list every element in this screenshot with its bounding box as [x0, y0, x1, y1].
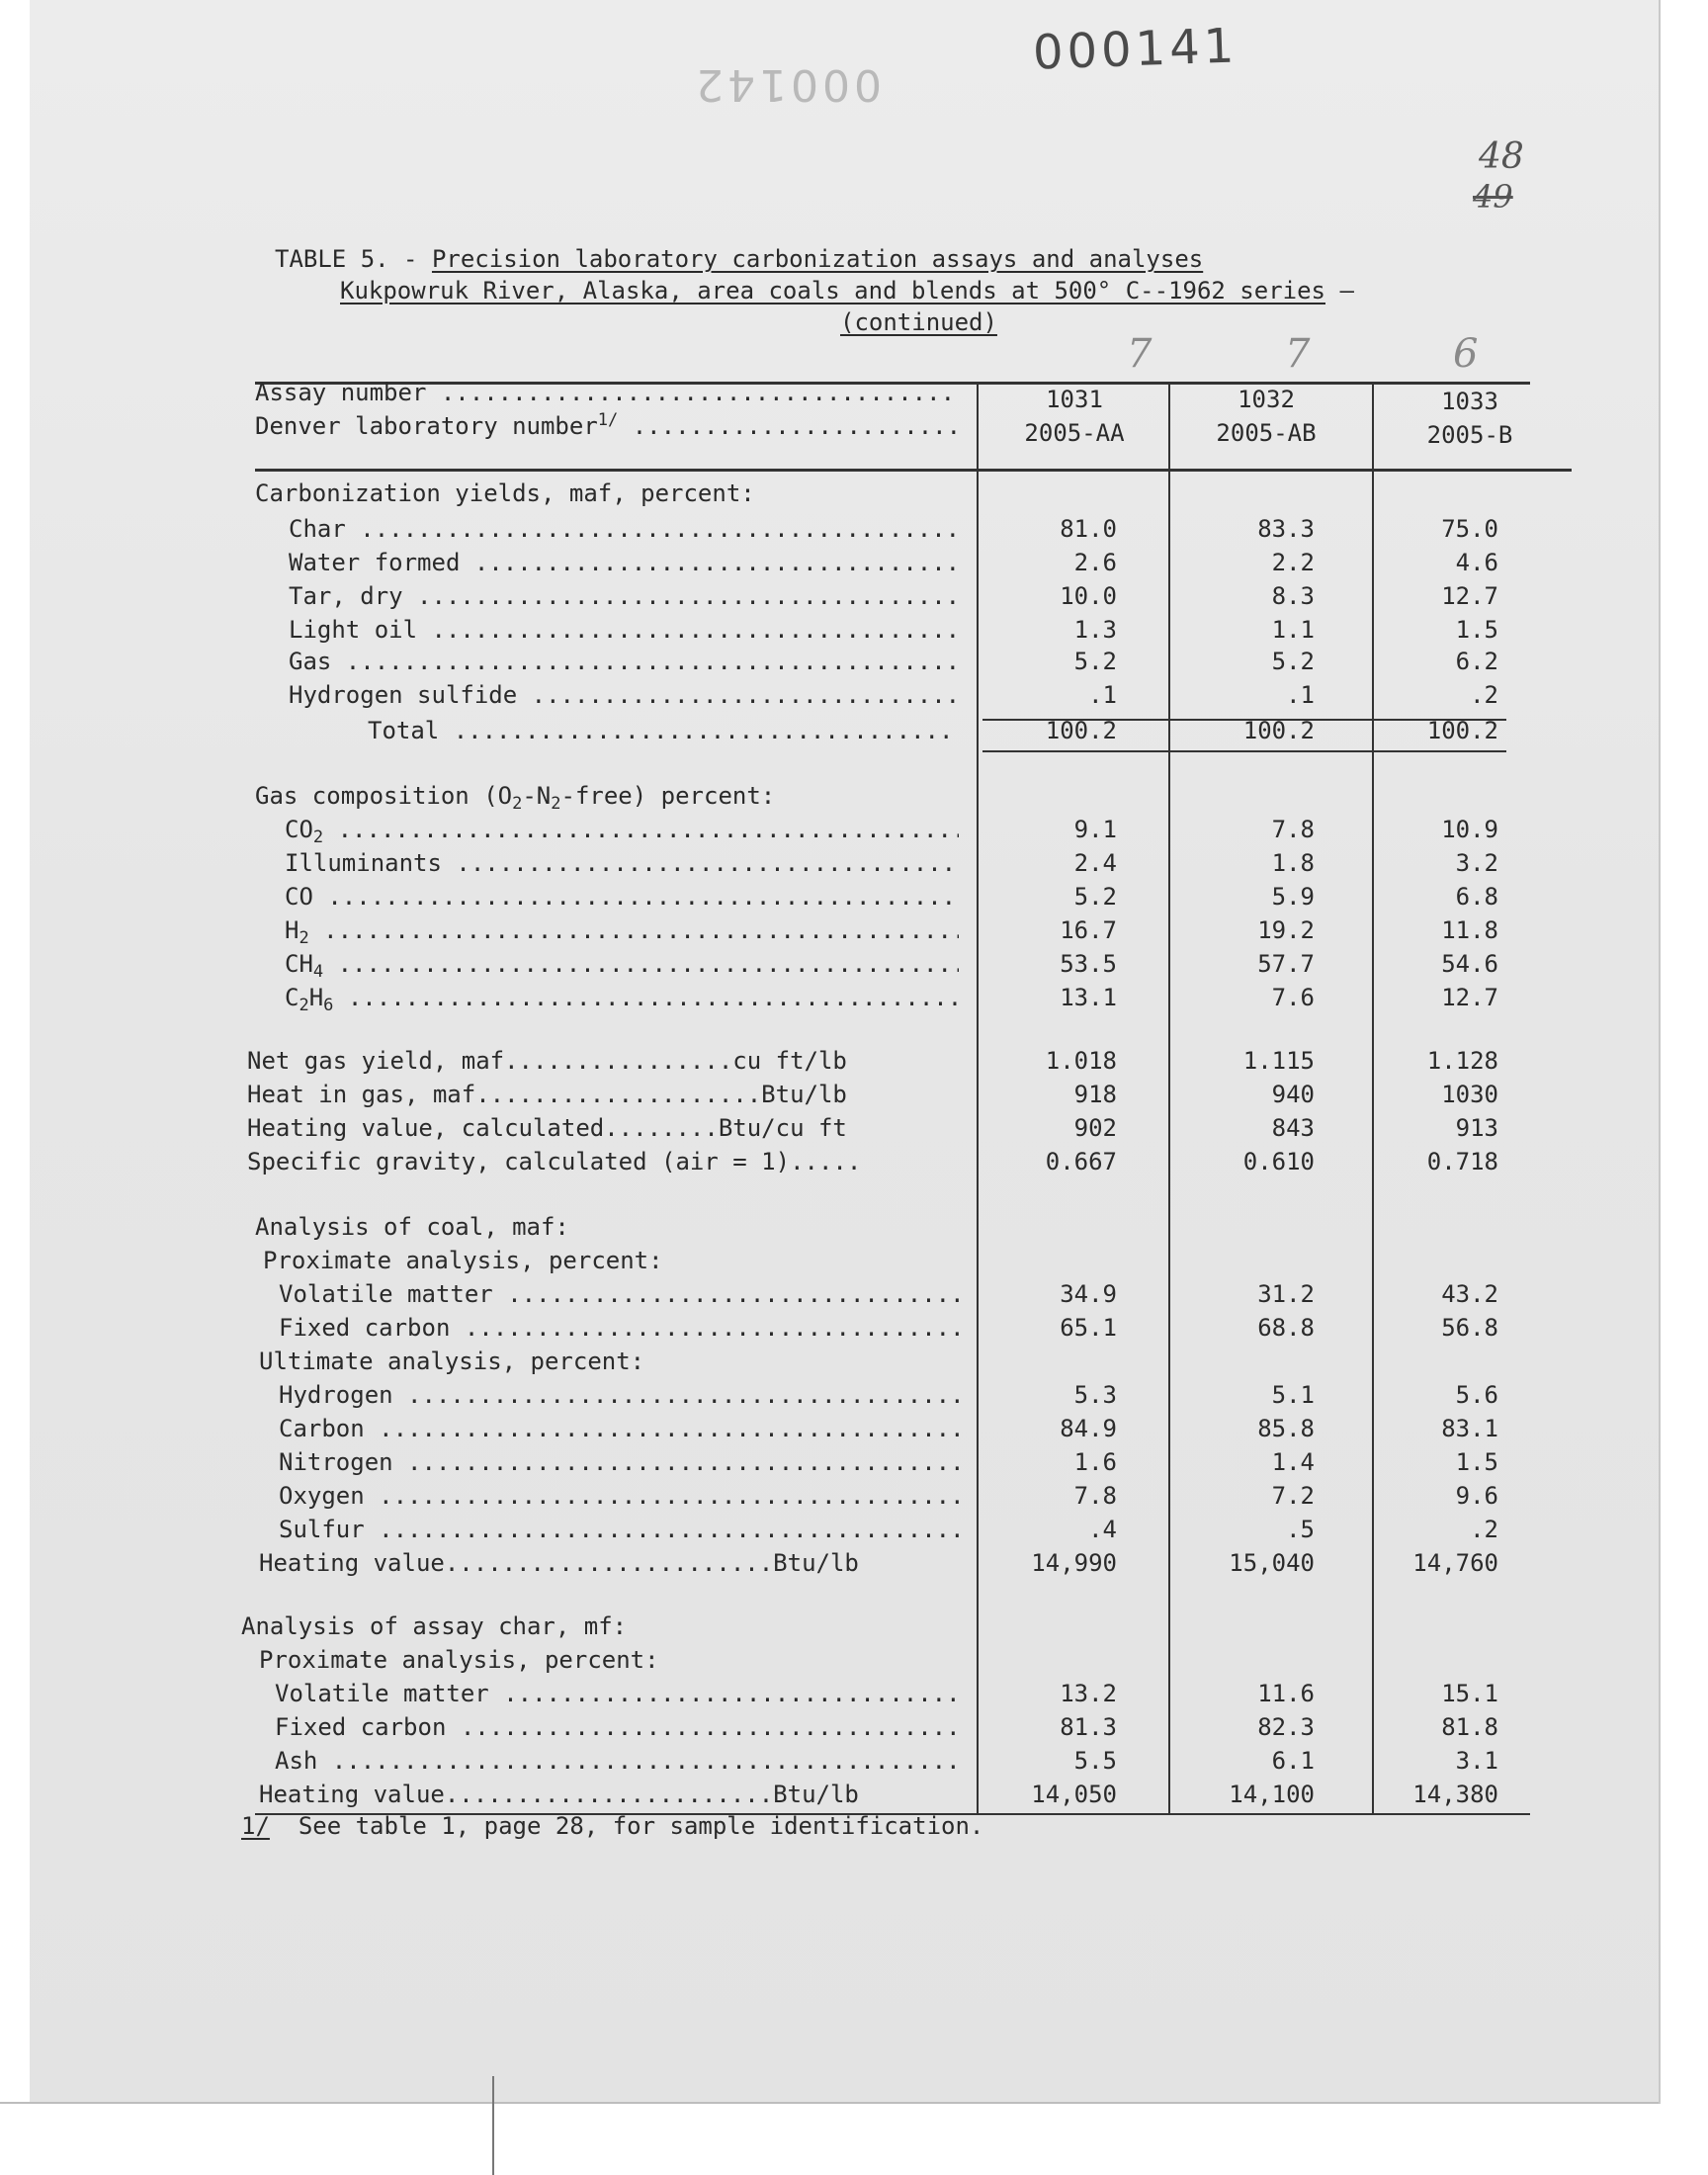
- section-coal-proximate: Proximate analysis, percent:: [263, 1247, 663, 1274]
- value-cell: 65.1: [1060, 1314, 1117, 1342]
- table-row: [0, 1546, 1708, 1580]
- value-cell: 2.4: [1073, 849, 1117, 877]
- footnote: [241, 1809, 983, 1843]
- table-row: [0, 512, 1708, 546]
- value-cell: 19.2: [1257, 916, 1315, 944]
- value-cell: 81.0: [1060, 515, 1117, 543]
- value-cell: 1.5: [1455, 616, 1498, 644]
- value-cell: 3.2: [1455, 849, 1498, 877]
- section-char-proximate: Proximate analysis, percent:: [259, 1646, 659, 1674]
- value-cell: 5.2: [1073, 883, 1117, 911]
- row-label-water: Water formed .....: [289, 546, 959, 579]
- value-cell: 54.6: [1441, 950, 1498, 978]
- table-row: [0, 1778, 1708, 1811]
- row-label-char: Char .....: [289, 512, 959, 546]
- table-row: [0, 714, 1708, 747]
- table-row: [0, 1277, 1708, 1311]
- footnote-text: See table 1, page 28, for sample identification.: [298, 1812, 984, 1840]
- value-cell: 7.6: [1271, 984, 1315, 1011]
- value-cell: 7.8: [1271, 816, 1315, 843]
- row-label-gas: Gas .....: [289, 645, 959, 678]
- row-label-carbon: Carbon .....: [279, 1412, 959, 1445]
- value-cell: 7.2: [1271, 1482, 1315, 1510]
- value-cell: 5.1: [1271, 1381, 1315, 1409]
- value-cell: 5.3: [1073, 1381, 1117, 1409]
- value-cell: 8.3: [1271, 582, 1315, 610]
- value-cell: 5.2: [1271, 648, 1315, 675]
- value-cell: 68.8: [1257, 1314, 1315, 1342]
- binding-mark: [492, 2076, 494, 2175]
- value-cell: 0.610: [1242, 1148, 1315, 1175]
- row-label-total: Total .....: [368, 714, 959, 747]
- row-label-oxygen: Oxygen .....: [279, 1479, 959, 1513]
- value-cell: 14,380: [1412, 1781, 1498, 1808]
- table-row: [0, 1513, 1708, 1546]
- value-cell: 14,990: [1031, 1549, 1117, 1577]
- value-cell: 2.6: [1073, 549, 1117, 576]
- value-cell: 43.2: [1441, 1280, 1498, 1308]
- value-cell: 10.9: [1441, 816, 1498, 843]
- table-row: [0, 546, 1708, 579]
- value-cell: 81.8: [1441, 1713, 1498, 1741]
- footnote-ref: 1/: [597, 410, 619, 430]
- row-label-c2h6: $C_2H_6$ .....: [285, 981, 959, 1014]
- assay-number-1031: 1031: [1046, 386, 1103, 413]
- footnote-marker: 1/: [241, 1812, 270, 1840]
- denver-number-3: 2005-B: [1426, 421, 1513, 449]
- table-row: [0, 1311, 1708, 1345]
- row-label-char-volatile: Volatile matter .....: [275, 1677, 959, 1710]
- value-cell: 1.3: [1073, 616, 1117, 644]
- value-cell: 4.6: [1455, 549, 1498, 576]
- row-label-heat-gas: Heat in gas, maf....................Btu/lb: [247, 1081, 847, 1108]
- value-cell: 1030: [1441, 1081, 1498, 1108]
- row-label-char-heating: Heating value.......................Btu/lb: [259, 1781, 859, 1808]
- value-cell: 1.115: [1242, 1047, 1315, 1075]
- struck-page-number: 49: [1473, 178, 1513, 216]
- handwritten-page-number: 48: [1479, 136, 1524, 177]
- column-mark-1: 7: [1127, 331, 1153, 377]
- table-row: [0, 846, 1708, 880]
- table-row: [0, 579, 1708, 613]
- value-cell: 5.6: [1455, 1381, 1498, 1409]
- value-cell: 0.718: [1426, 1148, 1498, 1175]
- value-cell: 1.4: [1271, 1448, 1315, 1476]
- value-cell: 6.2: [1455, 648, 1498, 675]
- section-char-analysis: Analysis of assay char, mf:: [241, 1612, 628, 1640]
- section-coal-analysis: Analysis of coal, maf:: [255, 1213, 569, 1241]
- value-cell: 15,040: [1229, 1549, 1315, 1577]
- value-cell: 13.1: [1060, 984, 1117, 1011]
- row-label-h2: $H_2$ .....: [285, 914, 959, 947]
- table-row: [0, 880, 1708, 914]
- value-cell: 1.018: [1045, 1047, 1117, 1075]
- column-mark-2: 7: [1285, 331, 1311, 377]
- row-label-hydrogen: Hydrogen .....: [279, 1378, 959, 1412]
- value-cell: 902: [1073, 1114, 1117, 1142]
- row-label-co2: $CO_2$ .....: [285, 813, 959, 846]
- denver-label: Denver laboratory number$^{1/}$ .....: [255, 409, 959, 443]
- row-label-coal-heating: Heating value.......................Btu/lb: [259, 1549, 859, 1577]
- value-cell: 16.7: [1060, 916, 1117, 944]
- value-cell: .2: [1470, 1516, 1498, 1543]
- value-cell: 1.128: [1426, 1047, 1498, 1075]
- row-label-net-gas: Net gas yield, maf................cu ft/lb: [247, 1047, 847, 1075]
- row-label-tar: Tar, dry .....: [289, 579, 959, 613]
- value-cell: 53.5: [1060, 950, 1117, 978]
- denver-number-2: 2005-AB: [1216, 419, 1317, 447]
- total-bottom-rule: [982, 750, 1506, 752]
- row-label-sp-gravity: Specific gravity, calculated (air = 1).....: [247, 1148, 862, 1175]
- value-cell: 85.8: [1257, 1415, 1315, 1442]
- table-row: [0, 1677, 1708, 1710]
- table-row: [0, 1479, 1708, 1513]
- value-cell: 5.9: [1271, 883, 1315, 911]
- value-cell: .2: [1470, 681, 1498, 709]
- row-label-co: CO .....: [285, 880, 959, 914]
- page-edge: [0, 2102, 1659, 2104]
- title-dash: —: [1325, 277, 1354, 304]
- value-cell: 9.1: [1073, 816, 1117, 843]
- value-cell: 84.9: [1060, 1415, 1117, 1442]
- value-cell: 81.3: [1060, 1713, 1117, 1741]
- row-label-coal-fixed: Fixed carbon .....: [279, 1311, 959, 1345]
- value-cell: 11.8: [1441, 916, 1498, 944]
- value-cell: 31.2: [1257, 1280, 1315, 1308]
- value-cell: 9.6: [1455, 1482, 1498, 1510]
- value-cell: 2.2: [1271, 549, 1315, 576]
- value-cell: 1.1: [1271, 616, 1315, 644]
- table-row: [0, 613, 1708, 647]
- value-cell: 3.1: [1455, 1747, 1498, 1775]
- table-row: [0, 1744, 1708, 1778]
- row-label-light-oil: Light oil .....: [289, 613, 959, 647]
- row-label-ash: Ash .....: [275, 1744, 959, 1778]
- value-cell: 843: [1271, 1114, 1315, 1142]
- value-cell: 0.667: [1045, 1148, 1117, 1175]
- bleed-through-stamp: 000142: [692, 59, 882, 110]
- value-cell: .4: [1088, 1516, 1117, 1543]
- value-cell: 13.2: [1060, 1680, 1117, 1707]
- row-label-nitrogen: Nitrogen .....: [279, 1445, 959, 1479]
- value-cell: .5: [1286, 1516, 1315, 1543]
- title-continued: (continued): [840, 308, 997, 336]
- table-number: TABLE 5. -: [275, 245, 432, 273]
- document-stamp-number: 000141: [1032, 18, 1239, 81]
- assay-number-1032: 1032: [1238, 386, 1295, 413]
- assay-number-1033: 1033: [1441, 388, 1498, 415]
- section-carbonization: Carbonization yields, maf, percent:: [255, 479, 755, 507]
- assay-number-label: Assay number .....: [255, 376, 959, 409]
- value-cell: .1: [1286, 681, 1315, 709]
- row-label-illuminants: Illuminants .....: [285, 846, 959, 880]
- value-cell: 15.1: [1441, 1680, 1498, 1707]
- value-cell: 5.2: [1073, 648, 1117, 675]
- table-row: [0, 1078, 1708, 1111]
- value-cell: 14,100: [1229, 1781, 1315, 1808]
- value-cell: 14,050: [1031, 1781, 1117, 1808]
- value-cell: 10.0: [1060, 582, 1117, 610]
- value-cell: 83.1: [1441, 1415, 1498, 1442]
- title-line-1: Precision laboratory carbonization assays and analyses: [431, 245, 1204, 273]
- value-cell: 100.2: [1242, 717, 1315, 744]
- value-cell: 918: [1073, 1081, 1117, 1108]
- value-cell: 1.8: [1271, 849, 1315, 877]
- value-cell: 12.7: [1441, 582, 1498, 610]
- value-cell: 14,760: [1412, 1549, 1498, 1577]
- value-cell: 1.5: [1455, 1448, 1498, 1476]
- table-row: [0, 914, 1708, 947]
- table-row: [0, 1710, 1708, 1744]
- value-cell: 100.2: [1426, 717, 1498, 744]
- table-row: [0, 1111, 1708, 1145]
- table-row: [0, 1044, 1708, 1078]
- table-row: [0, 1445, 1708, 1479]
- value-cell: 34.9: [1060, 1280, 1117, 1308]
- row-label-coal-volatile: Volatile matter .....: [279, 1277, 959, 1311]
- table-row: [0, 981, 1708, 1014]
- value-cell: 913: [1455, 1114, 1498, 1142]
- value-cell: 56.8: [1441, 1314, 1498, 1342]
- value-cell: 940: [1271, 1081, 1315, 1108]
- value-cell: 83.3: [1257, 515, 1315, 543]
- value-cell: 6.8: [1455, 883, 1498, 911]
- table-row: [0, 1412, 1708, 1445]
- header-bottom-rule: [255, 469, 1572, 472]
- value-cell: .1: [1088, 681, 1117, 709]
- section-coal-ultimate: Ultimate analysis, percent:: [259, 1348, 645, 1375]
- title-line-2: Kukpowruk River, Alaska, area coals and blends at 500° C--1962 series: [340, 277, 1325, 304]
- row-label-heating-calc: Heating value, calculated........Btu/cu ft: [247, 1114, 847, 1142]
- table-row: [0, 678, 1708, 712]
- table-row: [0, 645, 1708, 678]
- table-row: [0, 813, 1708, 846]
- value-cell: 7.8: [1073, 1482, 1117, 1510]
- value-cell: 1.6: [1073, 1448, 1117, 1476]
- section-gas-composition: Gas composition $(O_2-N_2-free)$ percent:: [255, 782, 776, 814]
- table-row: [0, 1378, 1708, 1412]
- denver-number-1: 2005-AA: [1024, 419, 1125, 447]
- row-label-h2s: Hydrogen sulfide .....: [289, 678, 959, 712]
- row-label-sulfur: Sulfur .....: [279, 1513, 959, 1546]
- row-label-ch4: $CH_4$ .....: [285, 947, 959, 981]
- value-cell: 6.1: [1271, 1747, 1315, 1775]
- value-cell: 57.7: [1257, 950, 1315, 978]
- value-cell: 82.3: [1257, 1713, 1315, 1741]
- value-cell: 5.5: [1073, 1747, 1117, 1775]
- value-cell: 12.7: [1441, 984, 1498, 1011]
- value-cell: 75.0: [1441, 515, 1498, 543]
- value-cell: 11.6: [1257, 1680, 1315, 1707]
- column-mark-3: 6: [1453, 331, 1479, 377]
- value-cell: 100.2: [1045, 717, 1117, 744]
- row-label-char-fixed: Fixed carbon .....: [275, 1710, 959, 1744]
- table-row: [0, 947, 1708, 981]
- table-row: [0, 1145, 1708, 1178]
